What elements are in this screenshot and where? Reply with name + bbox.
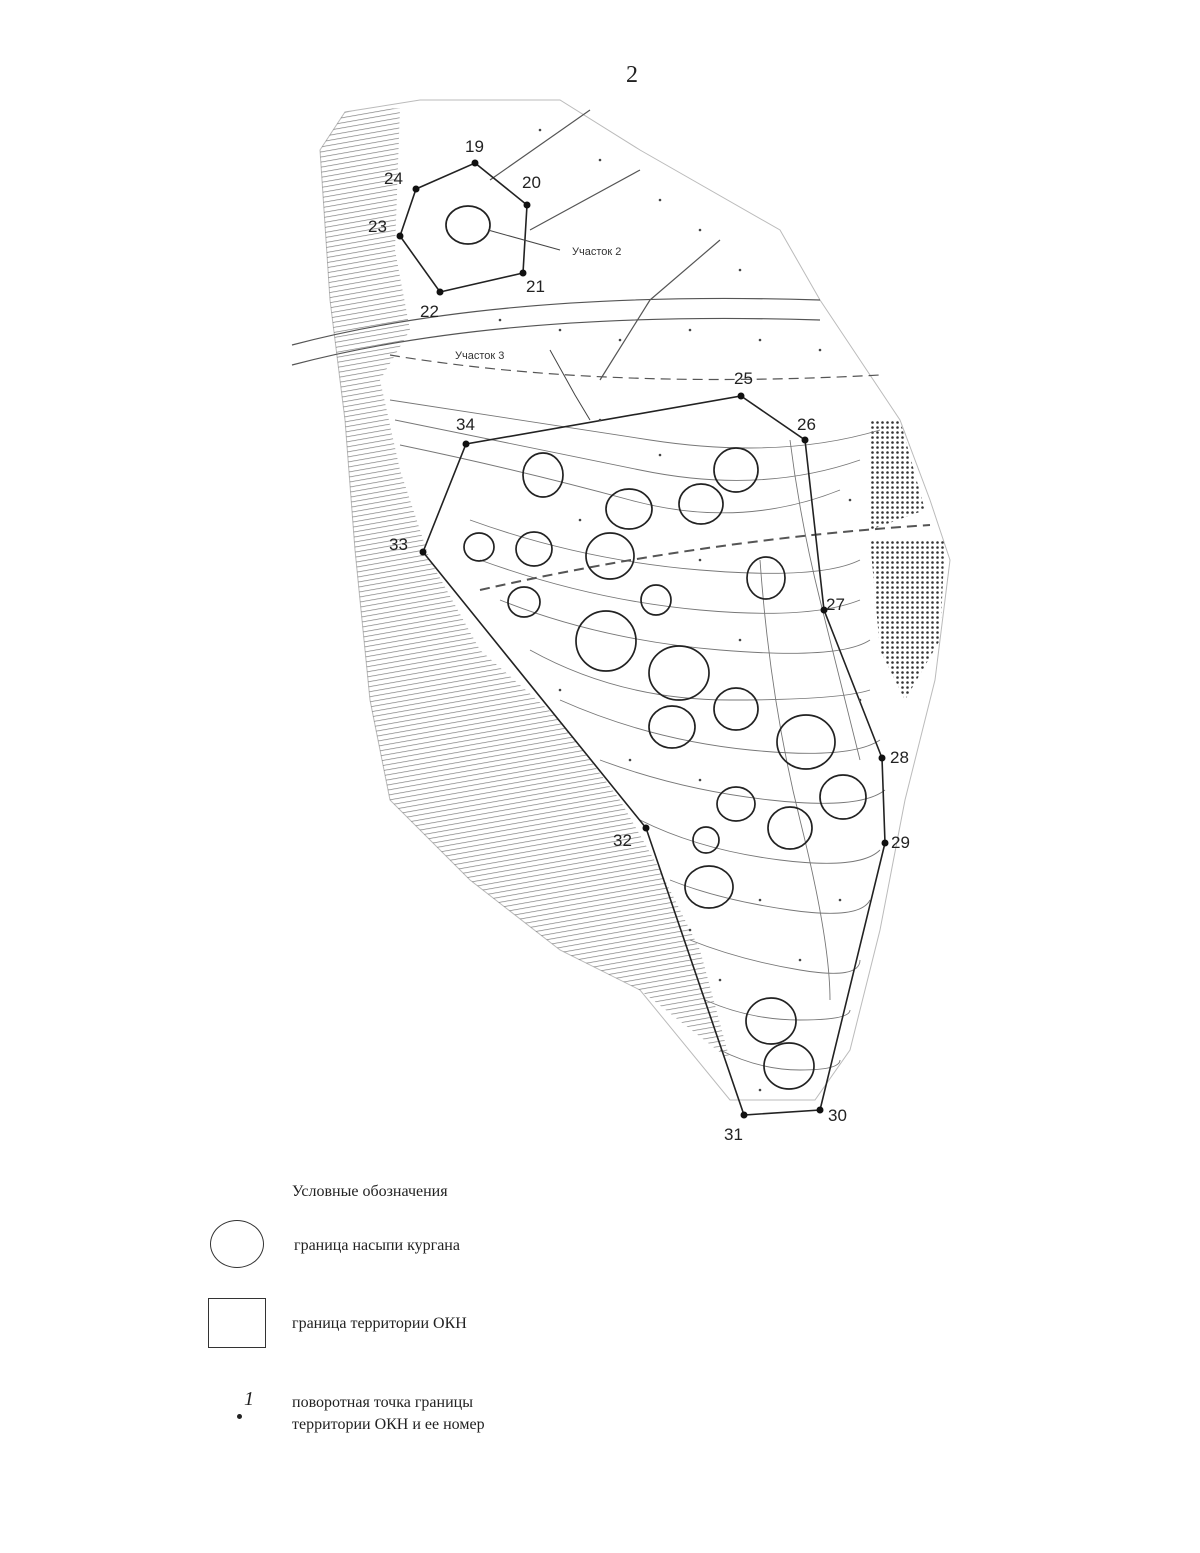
area-label-3: Участок 3 (455, 350, 505, 362)
kurgan-mound (714, 448, 758, 492)
boundary-point (738, 393, 745, 400)
kurgan-mound (641, 585, 671, 615)
legend-point-number: 1 (244, 1388, 254, 1410)
point-label: 21 (526, 277, 545, 296)
kurgan-mound (693, 827, 719, 853)
legend-okn-symbol (208, 1298, 266, 1348)
point-label: 34 (456, 415, 475, 434)
boundary-point (420, 549, 427, 556)
legend-okn-text: граница территории ОКН (292, 1315, 467, 1332)
boundary-point (463, 441, 470, 448)
point-label: 29 (891, 833, 910, 852)
point-label: 22 (420, 302, 439, 321)
kurgan-mound (606, 489, 652, 529)
kurgan-mound (777, 715, 835, 769)
legend-kurgan-symbol (210, 1220, 264, 1268)
kurgan-mound (820, 775, 866, 819)
point-label: 28 (890, 748, 909, 767)
kurgan-mound (717, 787, 755, 821)
boundary-point (472, 160, 479, 167)
boundary-point (437, 289, 444, 296)
point-label: 33 (389, 535, 408, 554)
kurgan-mound (764, 1043, 814, 1089)
kurgan-mound (508, 587, 540, 617)
page-number: 2 (626, 62, 638, 88)
kurgan-mound (446, 206, 490, 244)
point-label: 20 (522, 173, 541, 192)
boundary-point (524, 202, 531, 209)
boundary-point (397, 233, 404, 240)
kurgan-mound (649, 706, 695, 748)
boundary-point (741, 1112, 748, 1119)
boundary-point (879, 755, 886, 762)
kurgan-mound (464, 533, 494, 561)
kurgan-mound (768, 807, 812, 849)
dotted-area-lower (870, 540, 945, 700)
kurgan-mound (714, 688, 758, 730)
point-label: 25 (734, 369, 753, 388)
point-label: 31 (724, 1125, 743, 1144)
kurgan-mound (649, 646, 709, 700)
kurgan-mound (746, 998, 796, 1044)
legend-title: Условные обозначения (292, 1183, 448, 1200)
okn-boundary-area-2 (400, 163, 527, 292)
point-label: 19 (465, 137, 484, 156)
area-label-2: Участок 2 (572, 246, 622, 258)
boundary-point (520, 270, 527, 277)
point-label: 26 (797, 415, 816, 434)
point-label: 23 (368, 217, 387, 236)
point-label: 30 (828, 1106, 847, 1125)
kurgan-mound (576, 611, 636, 671)
legend-point-text-line1: поворотная точка границы (292, 1394, 473, 1411)
boundary-point (643, 825, 650, 832)
kurgan-mound (516, 532, 552, 566)
boundary-point (802, 437, 809, 444)
kurgan-mound (679, 484, 723, 524)
point-label: 24 (384, 169, 403, 188)
boundary-point (817, 1107, 824, 1114)
legend-kurgan-text: граница насыпи кургана (294, 1237, 460, 1254)
legend-point-symbol (237, 1414, 242, 1419)
boundary-point (413, 186, 420, 193)
kurgan-mound (747, 557, 785, 599)
point-label: 27 (826, 595, 845, 614)
dotted-area (870, 420, 925, 530)
legend-point-text-line2: территории ОКН и ее номер (292, 1416, 485, 1433)
point-label: 32 (613, 831, 632, 850)
kurgan-mound (685, 866, 733, 908)
boundary-point (882, 840, 889, 847)
kurgan-mound (523, 453, 563, 497)
kurgan-mound (586, 533, 634, 579)
